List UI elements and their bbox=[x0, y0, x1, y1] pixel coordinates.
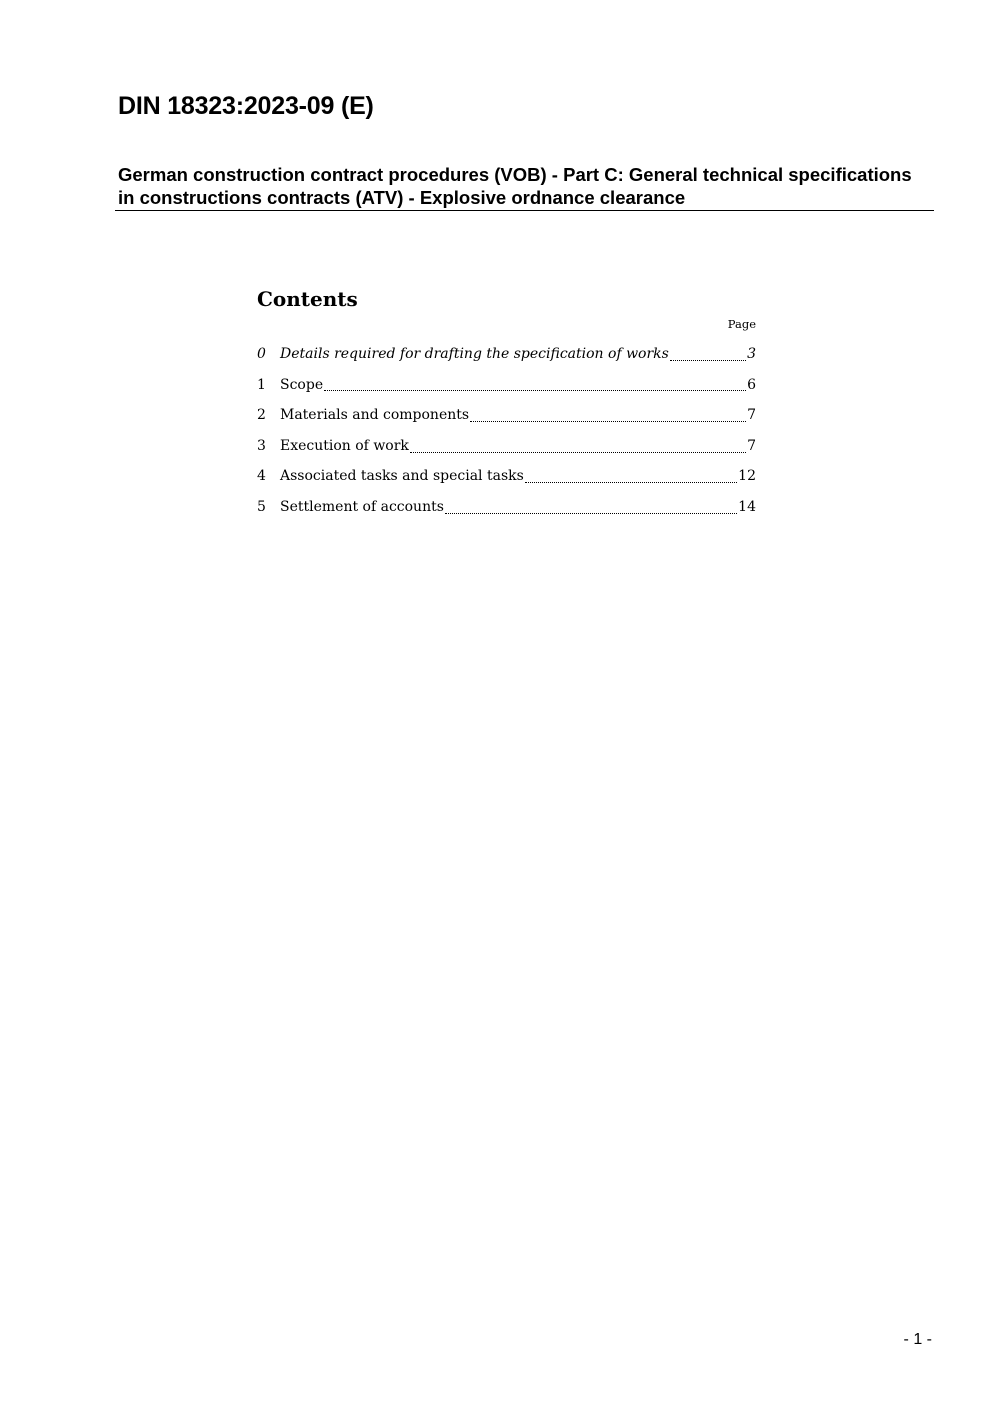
table-of-contents bbox=[257, 285, 756, 523]
toc-entry-number: 0 bbox=[257, 346, 266, 362]
toc-dot-leader bbox=[445, 513, 737, 514]
page-number: - 1 - bbox=[903, 1331, 932, 1348]
document-id: DIN 18323:2023-09 (E) bbox=[118, 92, 374, 120]
toc-dot-leader bbox=[525, 482, 737, 483]
toc-entry-title[interactable]: Settlement of accounts bbox=[280, 498, 444, 515]
toc-entry[interactable] bbox=[257, 431, 756, 462]
toc-dot-leader bbox=[670, 360, 746, 361]
toc-entry[interactable] bbox=[257, 370, 756, 401]
toc-dot-leader bbox=[324, 390, 746, 391]
toc-entry-page: 3 bbox=[747, 346, 756, 362]
toc-entry[interactable] bbox=[257, 461, 756, 492]
toc-entry-number: 4 bbox=[257, 468, 266, 485]
toc-entry[interactable] bbox=[257, 492, 756, 523]
toc-entry-title[interactable]: Scope bbox=[280, 376, 324, 393]
toc-entry-title[interactable]: Associated tasks and special tasks bbox=[280, 468, 524, 485]
toc-page-label: Page bbox=[727, 317, 756, 331]
toc-entry[interactable] bbox=[257, 400, 756, 431]
toc-entry-page: 12 bbox=[738, 468, 756, 485]
toc-list bbox=[257, 339, 756, 523]
title-underline bbox=[115, 210, 934, 211]
toc-entry-title[interactable]: Execution of work bbox=[280, 437, 409, 454]
toc-dot-leader bbox=[410, 452, 746, 453]
toc-entry-number: 3 bbox=[257, 437, 266, 454]
toc-entry-number: 2 bbox=[257, 407, 266, 424]
toc-entry-title[interactable]: Details required for drafting the specification of works bbox=[280, 346, 669, 362]
toc-entry[interactable] bbox=[257, 339, 756, 370]
toc-entry-page: 7 bbox=[747, 437, 756, 454]
toc-dot-leader bbox=[470, 421, 746, 422]
toc-entry-number: 1 bbox=[257, 376, 266, 393]
document-title: German construction contract procedures (VOB) - Part C: General technical specifications in constructions contracts (ATV) - Explosive ordnance clearance bbox=[118, 164, 912, 208]
toc-entry-page: 7 bbox=[747, 407, 756, 424]
toc-heading: Contents bbox=[257, 287, 358, 311]
toc-entry-page: 14 bbox=[738, 498, 756, 515]
toc-entry-title[interactable]: Materials and components bbox=[280, 407, 470, 424]
toc-entry-page: 6 bbox=[747, 376, 756, 393]
toc-entry-number: 5 bbox=[257, 498, 266, 515]
